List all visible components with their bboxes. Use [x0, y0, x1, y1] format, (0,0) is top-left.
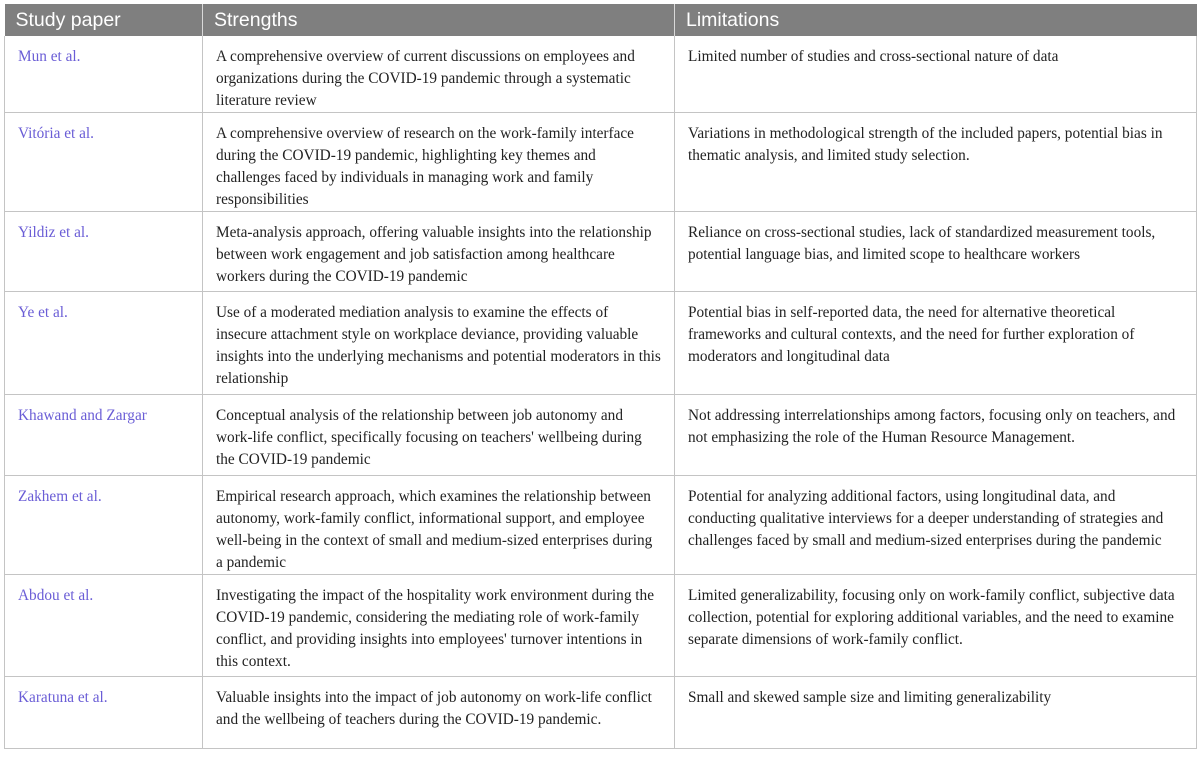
header-strengths: Strengths	[203, 4, 675, 36]
study-paper-link[interactable]: Yildiz et al.	[5, 212, 203, 292]
study-paper-link[interactable]: Karatuna et al.	[5, 677, 203, 749]
limitations-cell: Limited generalizability, focusing only on work-family conflict, subjective data collection, potential for exploring additional variables, and the need to examine separate dimensions of work-family conflict.	[675, 575, 1197, 677]
table-row	[5, 575, 1197, 677]
table-row	[5, 212, 1197, 292]
strengths-cell: Use of a moderated mediation analysis to examine the effects of insecure attachment style on workplace deviance, providing valuable insights into the underlying mechanisms and potential moderators in this relationship	[203, 292, 675, 395]
strengths-cell: Meta-analysis approach, offering valuable insights into the relationship between work engagement and job satisfaction among healthcare workers during the COVID-19 pandemic	[203, 212, 675, 292]
strengths-cell: A comprehensive overview of current discussions on employees and organizations during the COVID-19 pandemic through a systematic literature review	[203, 36, 675, 113]
limitations-cell: Variations in methodological strength of the included papers, potential bias in thematic analysis, and limited study selection.	[675, 113, 1197, 212]
table-row	[5, 292, 1197, 395]
strengths-cell: Conceptual analysis of the relationship between job autonomy and work-life conflict, specifically focusing on teachers' wellbeing during the COVID-19 pandemic	[203, 395, 675, 476]
study-paper-link[interactable]: Zakhem et al.	[5, 476, 203, 575]
table-row	[5, 677, 1197, 749]
study-paper-link[interactable]: Khawand and Zargar	[5, 395, 203, 476]
table-row	[5, 476, 1197, 575]
study-comparison-table	[4, 4, 1197, 749]
study-paper-link[interactable]: Mun et al.	[5, 36, 203, 113]
table-row	[5, 36, 1197, 113]
strengths-cell: Empirical research approach, which examines the relationship between autonomy, work-family conflict, informational support, and employee well-being in the context of small and medium-sized enterprises during a pandemic	[203, 476, 675, 575]
strengths-cell: Investigating the impact of the hospitality work environment during the COVID-19 pandemic, considering the mediating role of work-family conflict, and providing insights into employees' turnover intentions in this context.	[203, 575, 675, 677]
table-row	[5, 113, 1197, 212]
limitations-cell: Small and skewed sample size and limiting generalizability	[675, 677, 1197, 749]
limitations-cell: Reliance on cross-sectional studies, lack of standardized measurement tools, potential language bias, and limited scope to healthcare workers	[675, 212, 1197, 292]
table-header-row	[5, 4, 1197, 36]
header-limitations: Limitations	[675, 4, 1197, 36]
limitations-cell: Limited number of studies and cross-sectional nature of data	[675, 36, 1197, 113]
study-paper-link[interactable]: Ye et al.	[5, 292, 203, 395]
limitations-cell: Potential bias in self-reported data, the need for alternative theoretical frameworks and cultural contexts, and the need for further exploration of moderators and longitudinal data	[675, 292, 1197, 395]
strengths-cell: A comprehensive overview of research on the work-family interface during the COVID-19 pandemic, highlighting key themes and challenges faced by individuals in managing work and family responsibilities	[203, 113, 675, 212]
strengths-cell: Valuable insights into the impact of job autonomy on work-life conflict and the wellbeing of teachers during the COVID-19 pandemic.	[203, 677, 675, 749]
limitations-cell: Potential for analyzing additional factors, using longitudinal data, and conducting qualitative interviews for a deeper understanding of strategies and challenges faced by small and medium-sized enterprises during the pandemic	[675, 476, 1197, 575]
study-paper-link[interactable]: Vitória et al.	[5, 113, 203, 212]
study-paper-link[interactable]: Abdou et al.	[5, 575, 203, 677]
table-row	[5, 395, 1197, 476]
limitations-cell: Not addressing interrelationships among factors, focusing only on teachers, and not emphasizing the role of the Human Resource Management.	[675, 395, 1197, 476]
header-study-paper: Study paper	[5, 4, 203, 36]
